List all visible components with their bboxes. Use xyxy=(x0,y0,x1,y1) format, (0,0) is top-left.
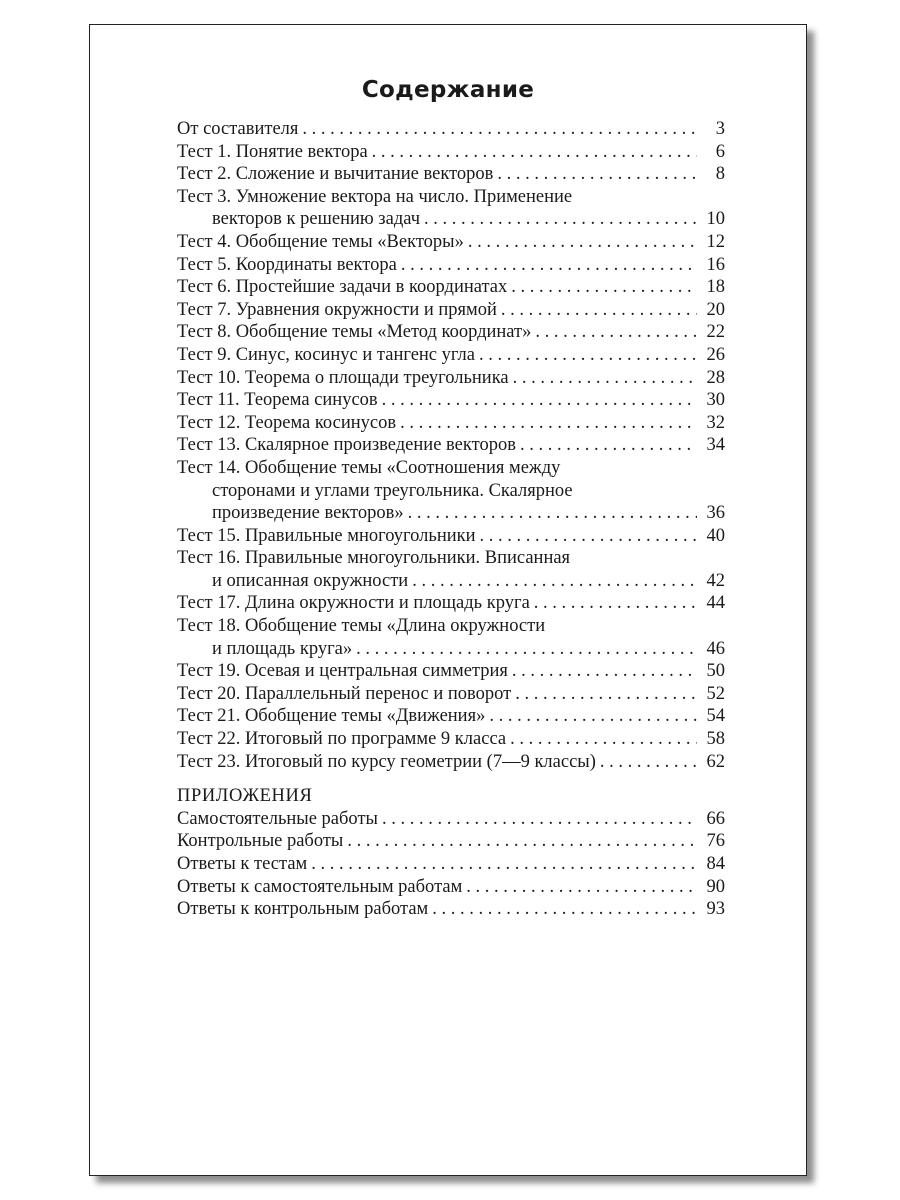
toc-entry xyxy=(177,389,725,412)
dot-leader xyxy=(382,808,697,831)
toc-entry xyxy=(177,898,725,921)
toc-entry xyxy=(177,547,725,592)
page-number: 36 xyxy=(706,503,725,524)
dot-leader xyxy=(347,830,697,853)
toc-entry-text: Ответы к контрольным работам xyxy=(177,899,429,920)
toc-entry-line xyxy=(177,615,725,638)
toc-entry-line xyxy=(177,141,725,164)
page-number: 50 xyxy=(706,661,725,682)
toc-entry-text: произведение векторов» xyxy=(212,503,404,524)
toc-entry-text: Тест 16. Правильные многоугольники. Вписанная xyxy=(177,548,571,569)
toc-entry-line xyxy=(177,853,725,876)
toc-entry-text: Тест 5. Координаты вектора xyxy=(177,254,397,275)
toc-entry-line xyxy=(177,389,725,412)
toc-entry xyxy=(177,299,725,322)
toc-entry-text: Тест 1. Понятие вектора xyxy=(177,141,368,162)
toc-entry-line xyxy=(177,592,725,615)
toc-entry-text: Тест 15. Правильные многоугольники xyxy=(177,525,476,546)
dot-leader xyxy=(501,299,697,322)
toc-entry xyxy=(177,751,725,774)
dot-leader xyxy=(520,434,697,457)
page-number: 52 xyxy=(706,683,725,704)
toc-entry-text: Тест 2. Сложение и вычитание векторов xyxy=(177,164,494,185)
toc-entry-text: Тест 22. Итоговый по программе 9 класса xyxy=(177,729,507,750)
toc-entry-line xyxy=(177,186,725,209)
dot-leader xyxy=(432,898,697,921)
page-number: 22 xyxy=(706,322,725,343)
toc-entry-line xyxy=(177,547,725,570)
page-number: 76 xyxy=(706,831,725,852)
toc-entry-line xyxy=(177,208,725,231)
toc-entry xyxy=(177,457,725,525)
toc-entry-line xyxy=(177,254,725,277)
page-number: 12 xyxy=(706,231,725,252)
dot-leader xyxy=(356,638,697,661)
toc-entry-text: и площадь круга» xyxy=(212,638,353,659)
toc-entry xyxy=(177,683,725,706)
toc-entry-line xyxy=(177,118,725,141)
toc-entry-line xyxy=(177,163,725,186)
dot-leader xyxy=(424,208,697,231)
toc-entry xyxy=(177,830,725,853)
toc-entry xyxy=(177,118,725,141)
toc-entry xyxy=(177,276,725,299)
toc-entry-line xyxy=(177,808,725,831)
dot-leader xyxy=(400,412,697,435)
toc-entry-text: Тест 6. Простейшие задачи в координатах xyxy=(177,277,508,298)
toc-entry-line xyxy=(177,830,725,853)
page-number: 6 xyxy=(715,141,725,162)
toc-entry xyxy=(177,592,725,615)
toc-entry-line xyxy=(177,299,725,322)
toc-entry xyxy=(177,344,725,367)
page-number: 3 xyxy=(715,119,725,139)
page-number: 10 xyxy=(706,209,725,230)
toc-entry-line xyxy=(177,638,725,661)
toc-entry xyxy=(177,141,725,164)
toc-entry-line xyxy=(177,367,725,390)
toc-entry xyxy=(177,808,725,831)
toc-entry xyxy=(177,705,725,728)
toc-entry xyxy=(177,254,725,277)
toc-entry-line xyxy=(177,751,725,774)
page-number: 34 xyxy=(706,435,725,456)
toc-entry-text: Контрольные работы xyxy=(177,831,344,852)
page-number: 42 xyxy=(706,570,725,591)
toc-entry-line xyxy=(177,276,725,299)
dot-leader xyxy=(535,321,697,344)
page-number: 58 xyxy=(706,729,725,750)
toc-entry-line xyxy=(177,705,725,728)
toc-entry-text: Ответы к тестам xyxy=(177,854,308,874)
dot-leader xyxy=(497,163,697,186)
toc-entry-text: Тест 11. Теорема синусов xyxy=(177,390,378,411)
toc-entry-text: Тест 3. Умножение вектора на число. Применение xyxy=(177,186,573,207)
toc-entry-text: Тест 9. Синус, косинус и тангенс угла xyxy=(177,344,475,365)
dot-leader xyxy=(534,592,697,615)
toc-entry-text: и описанная окружности xyxy=(212,570,409,591)
toc-appendix-list xyxy=(177,808,725,921)
dot-leader xyxy=(372,141,697,164)
toc-entry-line xyxy=(177,570,725,593)
dot-leader xyxy=(466,876,697,899)
dot-leader xyxy=(511,276,697,299)
toc-entry-line xyxy=(177,480,725,503)
toc-entry xyxy=(177,728,725,751)
toc-entry-line xyxy=(177,457,725,480)
toc-entry-text: Ответы к самостоятельным работам xyxy=(177,876,463,897)
page-number: 32 xyxy=(706,412,725,433)
toc-entry-line xyxy=(177,231,725,254)
page-number: 16 xyxy=(706,254,725,275)
toc-entry-text: Тест 12. Теорема косинусов xyxy=(177,412,397,433)
toc-entry-line xyxy=(177,660,725,683)
dot-leader xyxy=(412,570,697,593)
page-number: 62 xyxy=(706,751,725,772)
toc-entry xyxy=(177,876,725,899)
toc-entry-text: векторов к решению задач xyxy=(212,209,421,230)
toc-entry-line xyxy=(177,321,725,344)
toc-entry-text: Тест 23. Итоговый по курсу геометрии (7—9 классы) xyxy=(177,751,596,772)
page-number: 18 xyxy=(706,277,725,298)
dot-leader xyxy=(600,751,697,774)
toc-entry-line xyxy=(177,728,725,751)
toc-entry xyxy=(177,163,725,186)
page-number: 28 xyxy=(706,367,725,388)
toc-entry xyxy=(177,615,725,660)
dot-leader xyxy=(311,853,697,876)
toc-entry xyxy=(177,434,725,457)
dot-leader xyxy=(512,660,697,683)
page-number: 8 xyxy=(715,164,725,185)
toc-entry-text: Тест 20. Параллельный перенос и поворот xyxy=(177,683,512,704)
toc-entry-text: Тест 19. Осевая и центральная симметрия xyxy=(177,661,508,682)
page-number: 84 xyxy=(706,854,725,874)
toc-entry-text: Тест 17. Длина окружности и площадь круга xyxy=(177,593,530,614)
toc-entry-line xyxy=(177,412,725,435)
toc-entry xyxy=(177,525,725,548)
page-number: 20 xyxy=(706,299,725,320)
toc-entry xyxy=(177,231,725,254)
page-number: 26 xyxy=(706,344,725,365)
dot-leader xyxy=(468,231,697,254)
dot-leader xyxy=(489,705,697,728)
toc-entry xyxy=(177,321,725,344)
toc-entry-text: сторонами и углами треугольника. Скалярное xyxy=(212,480,573,501)
toc-entry-line xyxy=(177,525,725,548)
toc-entry xyxy=(177,853,725,876)
toc-entry-text: Тест 4. Обобщение темы «Векторы» xyxy=(177,231,464,252)
page-number: 40 xyxy=(706,525,725,546)
dot-leader xyxy=(382,389,697,412)
page-number: 93 xyxy=(706,899,725,920)
appendix-heading: ПРИЛОЖЕНИЯ xyxy=(177,786,313,807)
toc-entry-text: Тест 10. Теорема о площади треугольника xyxy=(177,367,509,388)
page-number: 54 xyxy=(706,706,725,727)
toc-entry-line xyxy=(177,502,725,525)
dot-leader xyxy=(302,118,697,141)
toc-entry-line xyxy=(177,898,725,921)
toc-entry xyxy=(177,367,725,390)
toc-entry-line xyxy=(177,876,725,899)
table-of-contents xyxy=(177,118,725,921)
page-number: 30 xyxy=(706,390,725,411)
toc-entry xyxy=(177,412,725,435)
toc-entry-text: Тест 7. Уравнения окружности и прямой xyxy=(177,299,497,320)
dot-leader xyxy=(408,502,697,525)
toc-entry-line xyxy=(177,434,725,457)
toc-entry-text: Тест 21. Обобщение темы «Движения» xyxy=(177,706,486,727)
dot-leader xyxy=(479,344,697,367)
page-number: 44 xyxy=(706,593,725,614)
page-number: 46 xyxy=(706,638,725,659)
dot-leader xyxy=(515,683,697,706)
toc-entry xyxy=(177,186,725,231)
toc-entry-line xyxy=(177,683,725,706)
book-page xyxy=(89,24,807,1176)
toc-main-list xyxy=(177,118,725,773)
dot-leader xyxy=(401,254,697,277)
page-number: 90 xyxy=(706,876,725,897)
page-number: 66 xyxy=(706,808,725,829)
toc-entry-text: От составителя xyxy=(177,119,299,139)
toc-entry-text: Тест 18. Обобщение темы «Длина окружности xyxy=(177,616,546,637)
toc-entry xyxy=(177,660,725,683)
toc-entry-line xyxy=(177,344,725,367)
toc-entry-text: Самостоятельные работы xyxy=(177,808,378,829)
dot-leader xyxy=(480,525,697,548)
dot-leader xyxy=(513,367,697,390)
toc-entry-text: Тест 14. Обобщение темы «Соотношения между xyxy=(177,457,561,478)
page-title: Содержание xyxy=(361,77,535,103)
toc-entry-text: Тест 13. Скалярное произведение векторов xyxy=(177,435,516,456)
toc-entry-text: Тест 8. Обобщение темы «Метод координат» xyxy=(177,322,532,343)
dot-leader xyxy=(510,728,697,751)
